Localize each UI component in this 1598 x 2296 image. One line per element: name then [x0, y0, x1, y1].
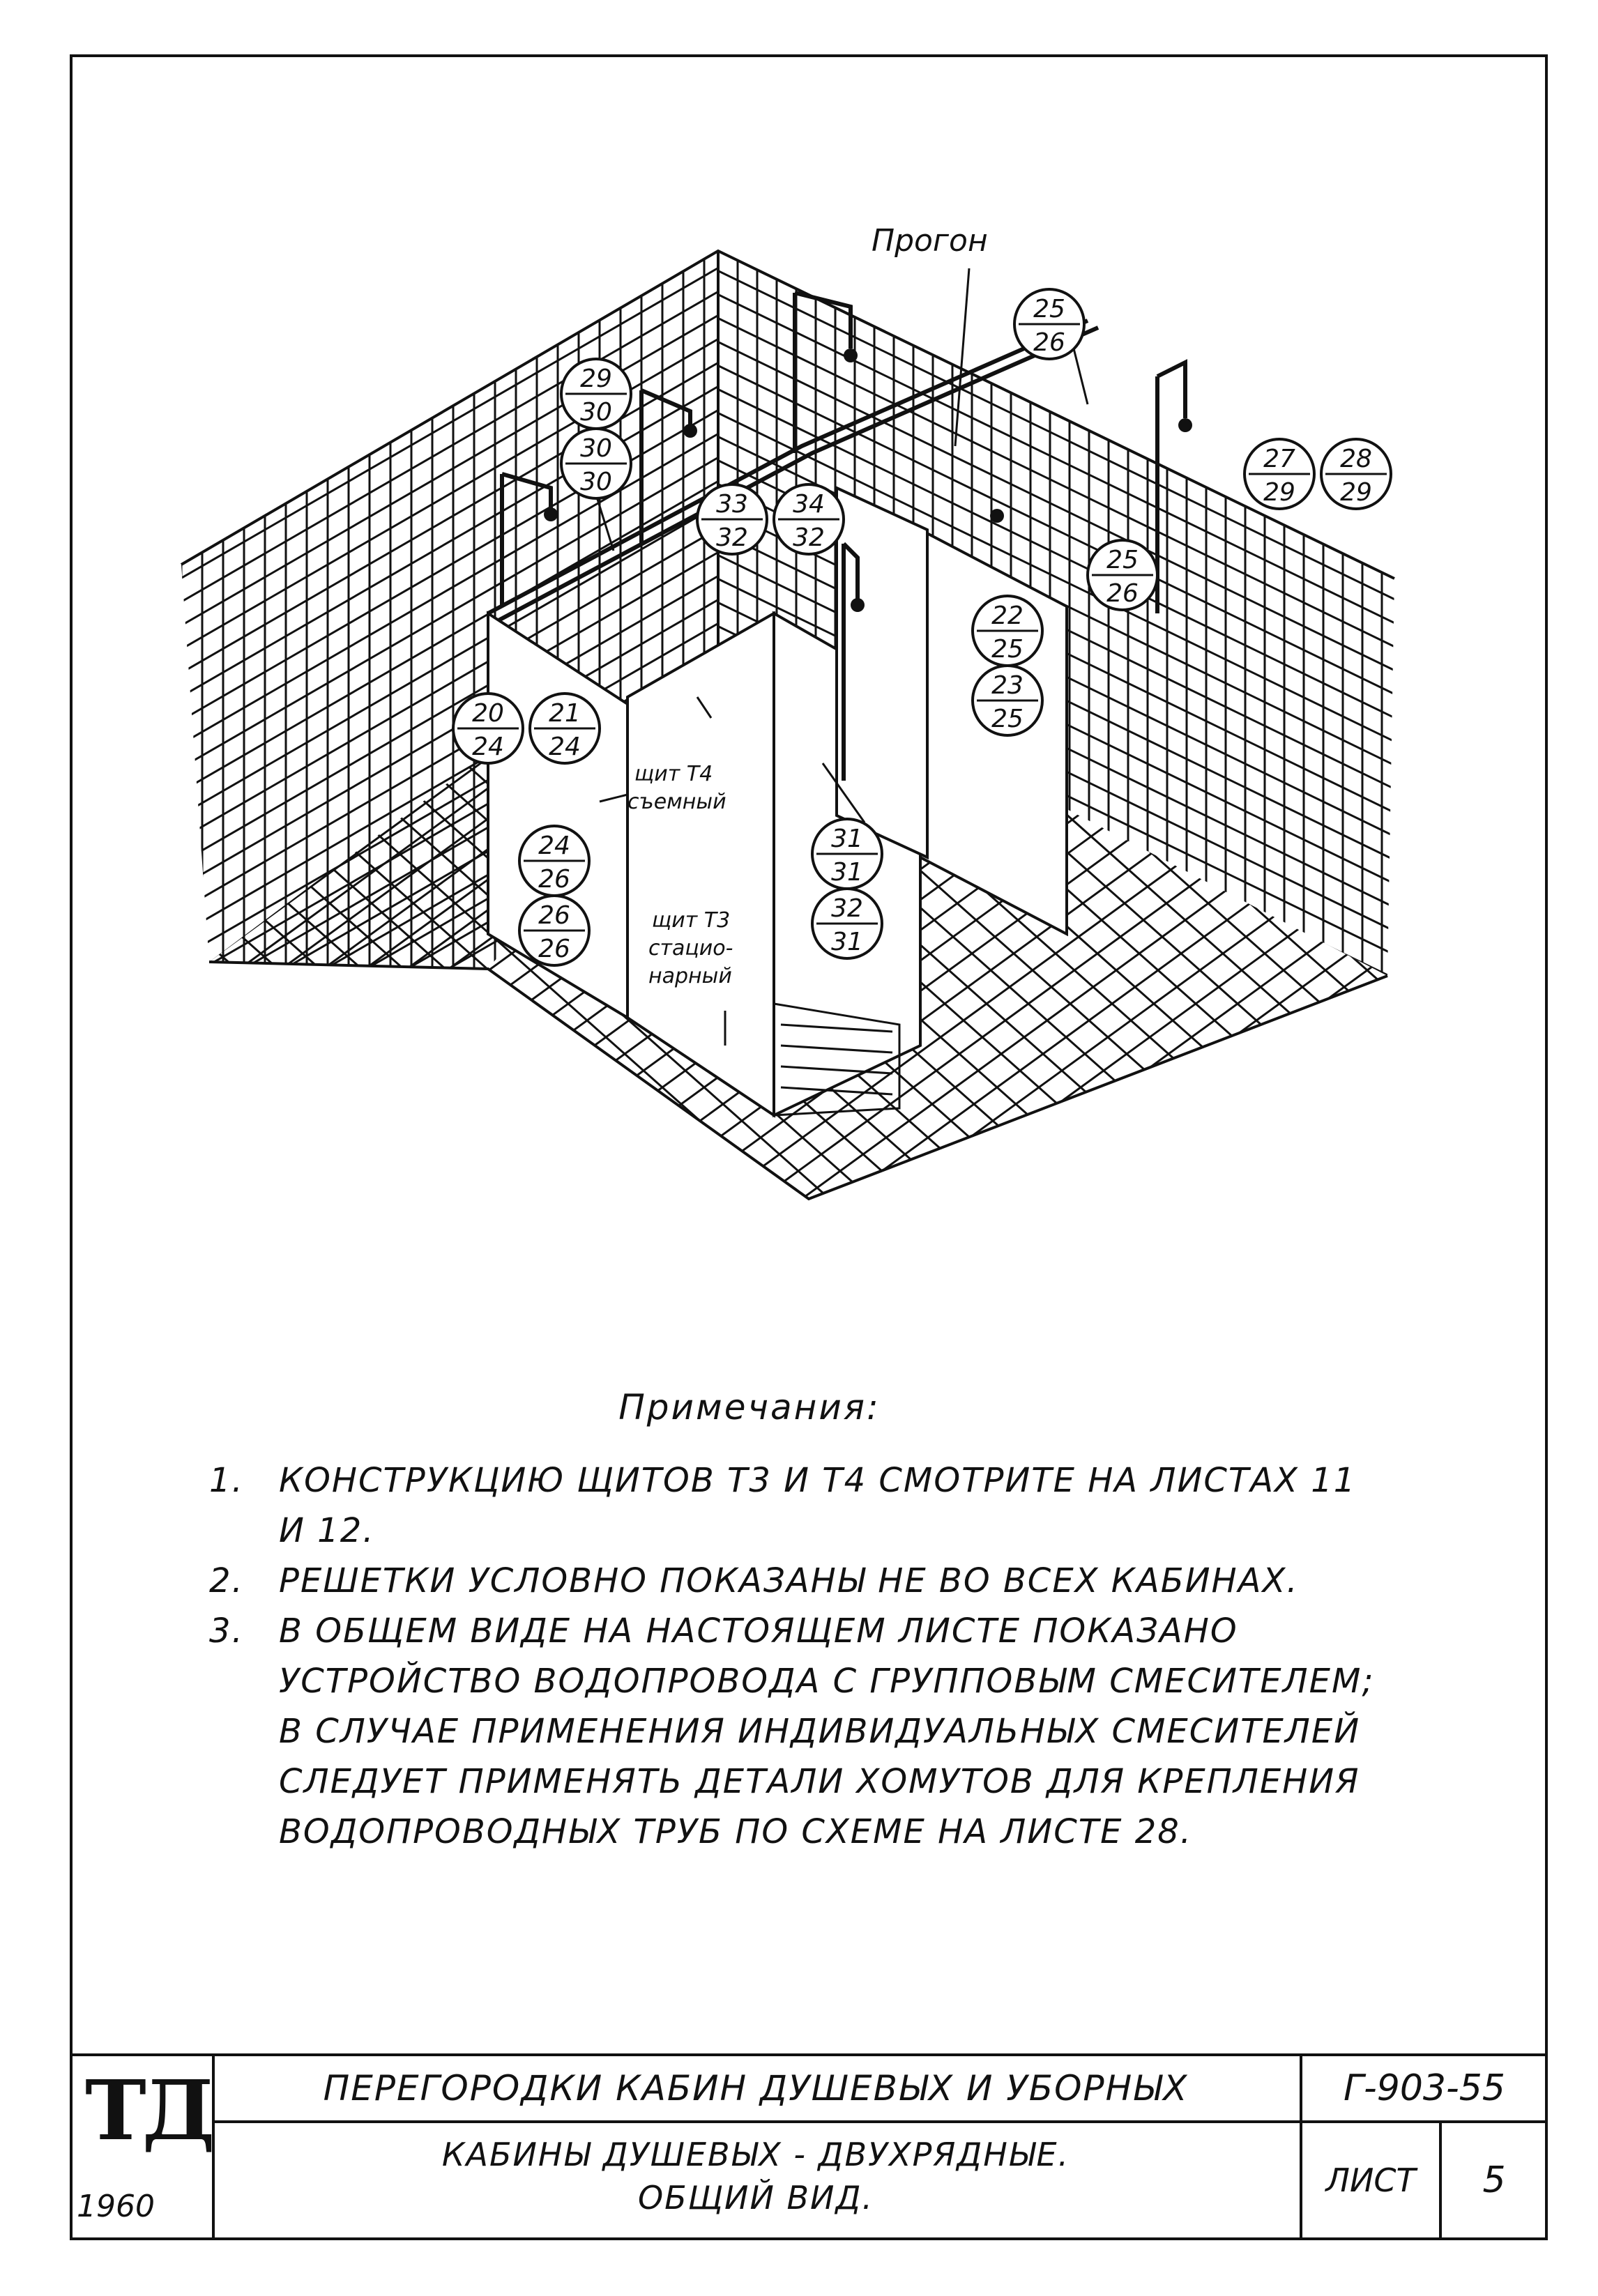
callout-number: 34	[793, 490, 825, 519]
note-text: КОНСТРУКЦИЮ ЩИТОВ Т3 И Т4 СМОТРИТЕ НА ЛИСТАХ 11 И 12.	[279, 1461, 1357, 1550]
callout-bubble	[453, 694, 523, 763]
callout-bubble	[973, 666, 1042, 735]
callout-number: 24	[472, 733, 504, 761]
td-logo: ТД	[85, 2062, 211, 2159]
callout-number: 28	[1340, 445, 1372, 473]
callout-bubble	[812, 819, 882, 889]
callout-number: 24	[538, 832, 570, 860]
callout-number: 21	[549, 699, 581, 728]
callout-bubble	[973, 596, 1042, 666]
callout-number: 30	[580, 398, 612, 427]
callout-bubble	[1321, 439, 1391, 509]
callout-number: 30	[580, 434, 612, 463]
sheet-title-line2: ОБЩИЙ ВИД.	[637, 2179, 874, 2217]
panel-t4-label-line1: щит Т4	[634, 762, 713, 786]
note-text: РЕШЕТКИ УСЛОВНО ПОКАЗАНЫ НЕ ВО ВСЕХ КАБИНАХ.	[279, 1561, 1299, 1600]
callout-bubble	[1245, 439, 1314, 509]
note-number: 1.	[209, 1461, 244, 1500]
sheet-number: 5	[1482, 2159, 1506, 2201]
callout-number: 29	[1263, 478, 1295, 507]
callout-number: 31	[831, 825, 863, 853]
callout-bubble	[812, 889, 882, 958]
callout-number: 26	[538, 901, 570, 930]
notes-block	[209, 1387, 1394, 1857]
note-item	[209, 1606, 1394, 1857]
callout-number: 31	[831, 858, 863, 887]
callout-bubble	[519, 896, 589, 965]
callout-number: 32	[793, 523, 825, 552]
callout-number: 32	[716, 523, 748, 552]
callout-bubble	[774, 484, 844, 554]
callout-number: 20	[472, 699, 504, 728]
document-title: ПЕРЕГОРОДКИ КАБИН ДУШЕВЫХ И УБОРНЫХ	[212, 2056, 1300, 2123]
progon-label: Прогон	[872, 223, 988, 259]
callout-number: 27	[1263, 445, 1295, 473]
callout-number: 26	[538, 865, 570, 894]
panel-t3-label-line3: нарный	[648, 964, 732, 988]
panel-t4-label-line2: съемный	[627, 790, 726, 814]
title-block	[70, 2053, 1548, 2240]
document-code: Г-903-55	[1302, 2056, 1546, 2123]
callout-number: 31	[831, 928, 863, 956]
callout-number: 25	[991, 705, 1024, 733]
sheet-label: ЛИСТ	[1302, 2123, 1442, 2237]
callout-number: 30	[580, 468, 612, 496]
callout-bubble	[1014, 289, 1084, 359]
callout-number: 29	[1340, 478, 1372, 507]
callout-number: 29	[580, 365, 612, 393]
panel-t3-label-line2: стацио-	[648, 936, 733, 961]
title-block-logo-cell	[73, 2056, 215, 2237]
callout-bubble	[697, 484, 767, 554]
callout-number: 26	[1033, 328, 1065, 357]
callout-bubble	[1088, 540, 1157, 610]
panel-t3-label-line1: щит Т3	[652, 908, 731, 933]
callout-number: 26	[538, 935, 570, 963]
sheet-title-line1: КАБИНЫ ДУШЕВЫХ - ДВУХРЯДНЫЕ.	[441, 2136, 1070, 2173]
callout-number: 33	[716, 490, 748, 519]
note-number: 2.	[209, 1561, 244, 1600]
note-text: В ОБЩЕМ ВИДЕ НА НАСТОЯЩЕМ ЛИСТЕ ПОКАЗАНО УСТРОЙСТВО ВОДОПРОВОДА С ГРУППОВЫМ СМЕСИТЕЛЕМ; В СЛУЧАЕ ПРИМЕНЕНИЯ ИНДИВИДУАЛЬНЫХ СМЕСИТЕЛЕЙ СЛЕДУЕТ ПРИМЕНЯТЬ ДЕТАЛИ ХОМУТОВ ДЛЯ КРЕПЛЕНИЯ ВОДОПРОВОДНЫХ ТРУБ ПО СХЕМЕ НА ЛИСТЕ 28.	[279, 1612, 1375, 1851]
callout-bubble	[530, 694, 600, 763]
callout-number: 23	[991, 671, 1024, 700]
callout-number: 24	[549, 733, 581, 761]
callout-bubble	[561, 429, 631, 498]
callout-number: 26	[1106, 579, 1139, 608]
sheet-title	[212, 2123, 1300, 2237]
callout-number: 25	[1106, 546, 1139, 574]
callout-bubble	[519, 826, 589, 896]
callout-number: 25	[991, 635, 1024, 664]
callout-number: 25	[1033, 295, 1065, 323]
note-item	[209, 1455, 1394, 1556]
callout-number: 32	[831, 894, 863, 923]
year-label: 1960	[77, 2189, 155, 2224]
callout-bubble	[561, 359, 631, 429]
notes-title: Примечания:	[618, 1387, 881, 1428]
note-item	[209, 1556, 1394, 1606]
note-number: 3.	[209, 1612, 244, 1651]
callout-number: 22	[991, 602, 1024, 630]
